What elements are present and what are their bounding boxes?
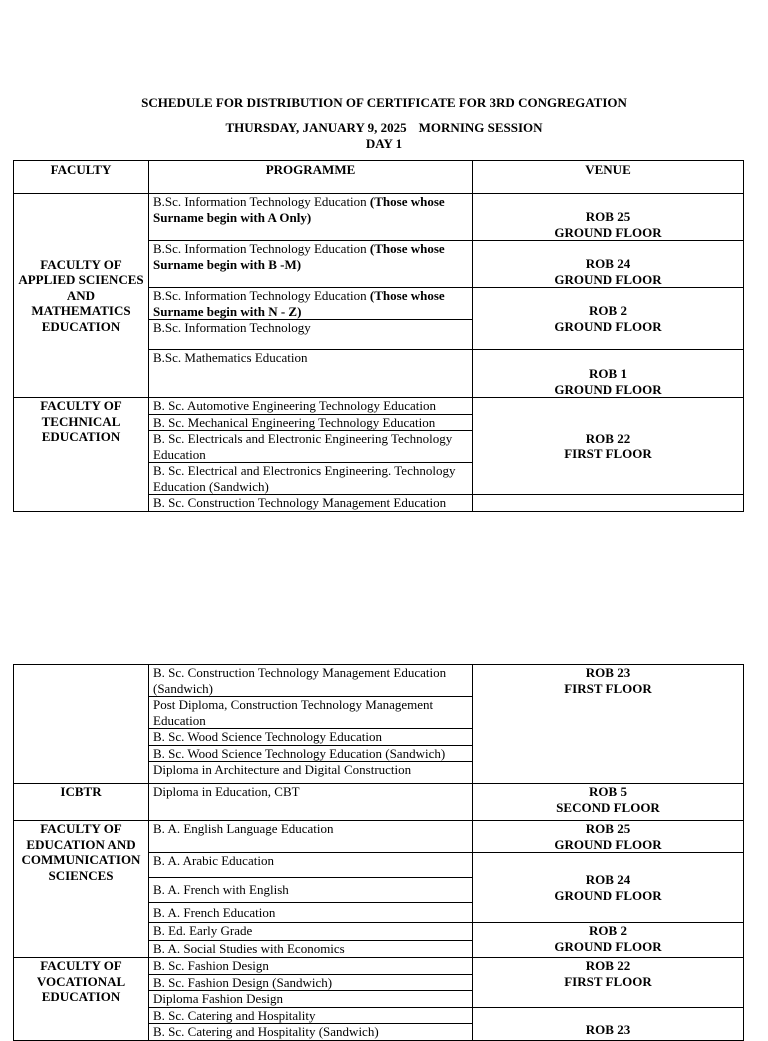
session-text: MORNING SESSION bbox=[418, 120, 543, 135]
programme-name: B. Sc. Electricals and Electronic Engineering Technology Education bbox=[153, 431, 453, 462]
programme-cell bbox=[149, 762, 473, 784]
venue-floor: SECOND FLOOR bbox=[556, 799, 660, 815]
venue-room: ROB 25 bbox=[585, 821, 631, 836]
faculty-name: FACULTY OF APPLIED SCIENCES AND MATHEMATICS EDUCATION bbox=[18, 256, 144, 334]
faculty-name: FACULTY OF EDUCATION AND COMMUNICATION SCIENCES bbox=[21, 821, 141, 883]
programme-cell bbox=[149, 398, 473, 415]
programme-cell bbox=[149, 241, 473, 288]
programme-cell bbox=[149, 320, 473, 350]
programme-name: B. Sc. Wood Science Technology Education (Sandwich) bbox=[153, 745, 446, 761]
programme-cell bbox=[149, 745, 473, 762]
day-label: DAY 1 bbox=[365, 136, 403, 151]
programme-cell bbox=[149, 350, 473, 398]
venue-floor: GROUND FLOOR bbox=[554, 381, 662, 397]
venue-room: ROB 25 bbox=[585, 209, 631, 224]
programme-note: (Those whose Surname begin with N - Z) bbox=[153, 288, 445, 319]
programme-cell bbox=[149, 697, 473, 729]
programme-name: B. A. English Language Education bbox=[153, 821, 334, 836]
venue-cell bbox=[473, 288, 744, 350]
programme-name: B.Sc. Information Technology Education bbox=[153, 241, 370, 256]
programme-name: B.Sc. Information Technology Education bbox=[153, 194, 370, 209]
venue-room: ROB 23 bbox=[585, 665, 631, 680]
date-text: THURSDAY, JANUARY 9, 2025 bbox=[225, 120, 407, 135]
faculty-cell bbox=[14, 194, 149, 398]
programme-name: B. Sc. Electrical and Electronics Engineering. Technology Education (Sandwich) bbox=[153, 463, 456, 494]
programme-note: (Those whose Surname begin with A Only) bbox=[153, 194, 445, 225]
faculty-cell bbox=[14, 821, 149, 958]
venue-cell bbox=[473, 821, 744, 853]
header-faculty: FACULTY bbox=[14, 161, 149, 194]
venue-cell bbox=[473, 923, 744, 958]
faculty-cell bbox=[14, 665, 149, 784]
programme-cell bbox=[149, 194, 473, 241]
programme-cell bbox=[149, 878, 473, 903]
programme-name: B. A. Social Studies with Economics bbox=[153, 941, 345, 956]
programme-note: (Those whose Surname begin with B -M) bbox=[153, 241, 445, 272]
programme-name: B. Sc. Catering and Hospitality bbox=[153, 1007, 316, 1023]
faculty-cell bbox=[14, 398, 149, 512]
programme-cell bbox=[149, 288, 473, 320]
programme-cell bbox=[149, 414, 473, 431]
venue-floor: GROUND FLOOR bbox=[554, 224, 662, 240]
programme-cell bbox=[149, 729, 473, 746]
venue-floor: GROUND FLOOR bbox=[554, 836, 662, 852]
programme-cell bbox=[149, 974, 473, 991]
venue-cell bbox=[473, 350, 744, 398]
programme-name: B.Sc. Mathematics Education bbox=[153, 350, 308, 365]
date-session-line bbox=[0, 120, 768, 136]
programme-name: Post Diploma, Construction Technology Management Education bbox=[153, 697, 434, 728]
programme-cell bbox=[149, 463, 473, 495]
programme-cell bbox=[149, 958, 473, 975]
programme-name: B. Ed. Early Grade bbox=[153, 923, 253, 938]
programme-cell bbox=[149, 941, 473, 958]
programme-name: B.Sc. Information Technology Education bbox=[153, 288, 370, 303]
faculty-cell bbox=[14, 784, 149, 821]
programme-cell bbox=[149, 495, 473, 512]
venue-floor: GROUND FLOOR bbox=[554, 318, 662, 334]
venue-cell bbox=[473, 784, 744, 821]
schedule-table-2 bbox=[13, 664, 744, 1041]
venue-cell bbox=[473, 665, 744, 784]
venue-room: ROB 23 bbox=[585, 1021, 631, 1037]
programme-name: B. A. French with English bbox=[153, 882, 289, 898]
venue-room: ROB 24 bbox=[585, 256, 631, 271]
programme-cell bbox=[149, 784, 473, 821]
venue-cell bbox=[473, 194, 744, 241]
programme-cell bbox=[149, 431, 473, 463]
venue-floor: FIRST FLOOR bbox=[564, 973, 652, 989]
venue-room: ROB 24 bbox=[585, 872, 631, 887]
venue-floor: FIRST FLOOR bbox=[564, 446, 652, 461]
programme-name: B. Sc. Construction Technology Management Education bbox=[153, 495, 447, 510]
venue-floor: GROUND FLOOR bbox=[554, 938, 662, 954]
document-title: SCHEDULE FOR DISTRIBUTION OF CERTIFICATE FOR 3RD CONGREGATION bbox=[141, 95, 627, 110]
venue-floor: GROUND FLOOR bbox=[554, 887, 662, 903]
programme-cell bbox=[149, 923, 473, 941]
programme-cell bbox=[149, 1007, 473, 1024]
programme-name: B.Sc. Information Technology bbox=[153, 320, 311, 335]
programme-cell bbox=[149, 1024, 473, 1041]
faculty-cell bbox=[14, 958, 149, 1041]
venue-floor: GROUND FLOOR bbox=[554, 271, 662, 287]
programme-cell bbox=[149, 821, 473, 853]
venue-cell bbox=[473, 495, 744, 512]
venue-floor: FIRST FLOOR bbox=[564, 680, 652, 696]
programme-name: B. Sc. Mechanical Engineering Technology Education bbox=[153, 414, 436, 430]
programme-name: Diploma in Education, CBT bbox=[153, 784, 300, 799]
venue-cell bbox=[473, 958, 744, 1008]
faculty-name: FACULTY OF TECHNICAL EDUCATION bbox=[40, 398, 122, 444]
venue-cell bbox=[473, 398, 744, 495]
programme-name: B. Sc. Catering and Hospitality (Sandwich) bbox=[153, 1024, 379, 1039]
programme-cell bbox=[149, 853, 473, 878]
programme-name: Diploma in Architecture and Digital Construction bbox=[153, 762, 412, 777]
venue-room: ROB 2 bbox=[589, 303, 627, 318]
programme-name: B. Sc. Fashion Design bbox=[153, 958, 269, 973]
programme-cell bbox=[149, 903, 473, 923]
schedule-table-1 bbox=[13, 160, 744, 512]
programme-name: B. Sc. Fashion Design (Sandwich) bbox=[153, 974, 333, 990]
programme-name: B. A. French Education bbox=[153, 904, 276, 920]
programme-name: B. A. Arabic Education bbox=[153, 853, 274, 868]
programme-name: Diploma Fashion Design bbox=[153, 991, 283, 1006]
header-venue: VENUE bbox=[473, 161, 744, 194]
header-programme: PROGRAMME bbox=[149, 161, 473, 194]
programme-name: B. Sc. Wood Science Technology Education bbox=[153, 729, 382, 744]
programme-cell bbox=[149, 665, 473, 697]
venue-cell bbox=[473, 241, 744, 288]
faculty-name: ICBTR bbox=[60, 784, 102, 799]
programme-name: B. Sc. Automotive Engineering Technology Education bbox=[153, 398, 436, 413]
venue-cell bbox=[473, 853, 744, 923]
venue-room: ROB 22 bbox=[585, 430, 631, 446]
programme-name: B. Sc. Construction Technology Management Education (Sandwich) bbox=[153, 665, 447, 696]
programme-cell bbox=[149, 991, 473, 1008]
faculty-name: FACULTY OF VOCATIONAL EDUCATION bbox=[36, 958, 126, 1004]
venue-room: ROB 22 bbox=[585, 958, 631, 973]
venue-room: ROB 1 bbox=[589, 366, 627, 381]
venue-room: ROB 2 bbox=[589, 923, 627, 938]
venue-room: ROB 5 bbox=[589, 784, 627, 799]
